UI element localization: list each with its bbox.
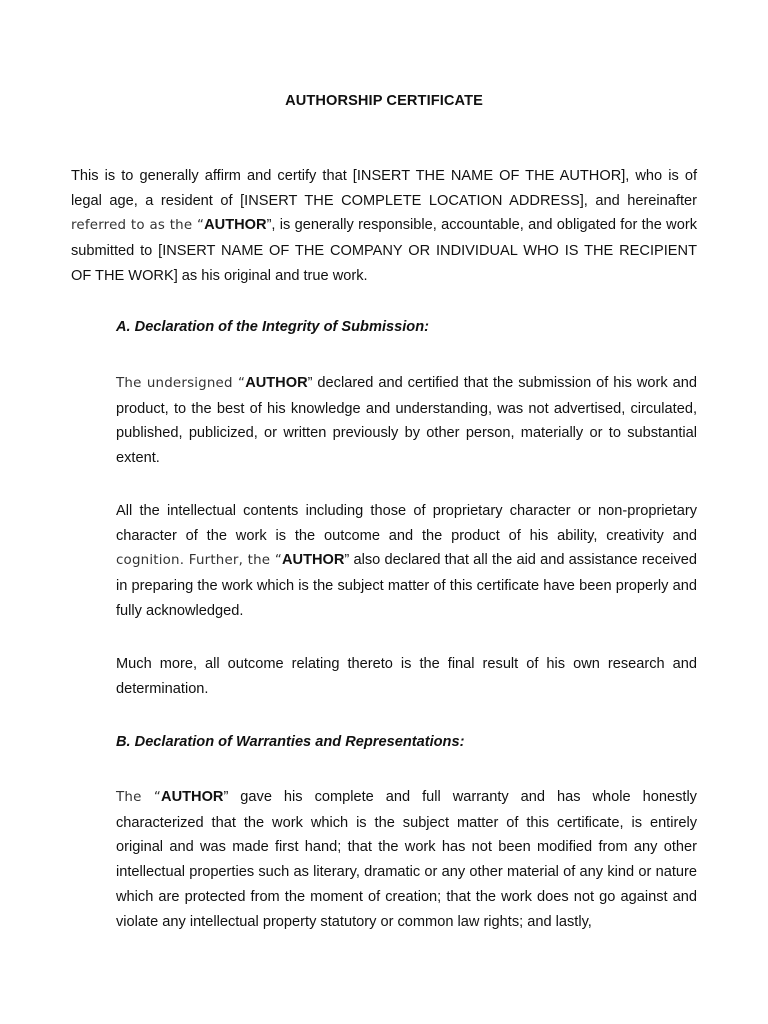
section-b-heading: B. Declaration of Warranties and Representations: bbox=[116, 734, 465, 750]
intro-paragraph bbox=[71, 164, 697, 289]
author-term: AUTHOR bbox=[204, 217, 267, 234]
intro-text-3: ”, is generally responsible, accountable, and obligated for the work submitted to [INSERT NAME OF THE COMPANY OR INDIVIDUAL WHO IS THE RECIPIENT OF THE WORK] as his original and true work. bbox=[71, 217, 697, 284]
author-term: AUTHOR bbox=[161, 789, 224, 805]
section-a-paragraph-2 bbox=[116, 499, 697, 624]
section-a-p2-part1: All the intellectual contents including those of proprietary character or non-proprietary character of the work is the outcome and the product of his ability, creativity and bbox=[116, 503, 697, 544]
author-term: AUTHOR bbox=[245, 375, 308, 391]
document-title: AUTHORSHIP CERTIFICATE bbox=[285, 93, 483, 109]
section-b-p1-rest: ” gave his complete and full warranty and has whole honestly characterized that the work which is the subject matter of this certificate, is entirely original and was made first hand; that the work has not been modified from any other intellectual properties such as literary, dramatic or any other material of any kind or nature which are protected from the moment of creation; that the work does not go against and violate any intellectual property statutory or common law rights; and lastly, bbox=[116, 789, 697, 930]
intro-text-1: This is to generally affirm and certify that [INSERT THE NAME OF THE AUTHOR], who is of legal age, a resident of [INSERT THE COMPLETE LOCATION ADDRESS], and hereinafter bbox=[71, 168, 697, 209]
section-a-heading: A. Declaration of the Integrity of Submission: bbox=[116, 319, 429, 335]
section-a-paragraph-3: Much more, all outcome relating thereto is the final result of his own research and determination. bbox=[116, 656, 697, 697]
section-a-p2-thin: cognition. Further, the “ bbox=[116, 553, 282, 569]
intro-text-2: referred to as the “ bbox=[71, 218, 205, 234]
section-a-p2-rest: ” also declared that all the aid and assistance received in preparing the work which is the subject matter of this certificate have been properly and fully acknowledged. bbox=[116, 552, 697, 619]
section-b-p1-lead: The “ bbox=[116, 790, 162, 805]
section-b-paragraph-1 bbox=[116, 785, 697, 934]
section-a-p1-lead: The undersigned “ bbox=[116, 376, 246, 391]
section-a-paragraph-1 bbox=[116, 371, 697, 471]
author-term: AUTHOR bbox=[281, 552, 345, 569]
section-a-p1-rest: ” declared and certified that the submission of his work and product, to the best of his knowledge and understanding, was not advertised, circulated, published, publicized, or written previously by other person, materially or to substantial extent. bbox=[116, 375, 697, 467]
